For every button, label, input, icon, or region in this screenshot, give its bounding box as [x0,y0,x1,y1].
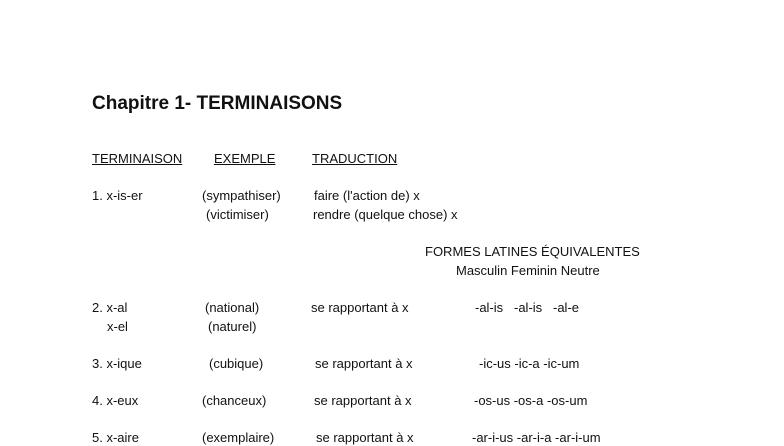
row-2-example: (national) [205,300,260,315]
row-2-translation: se rapportant à x [311,300,409,315]
row-3-latin: -ic-us -ic-a -ic-um [479,356,580,371]
row-1b-translation: rendre (quelque chose) x [313,207,458,222]
row-5-ending: 5. x-aire [92,430,139,445]
row-4-latin: -os-us -os-a -os-um [474,393,588,408]
row-2b-ending: x-el [107,319,128,334]
row-1b-example: (victimiser) [206,207,269,222]
latin-forms-subheading: Masculin Feminin Neutre [456,263,600,278]
row-4-ending: 4. x-eux [92,393,139,408]
header-example: EXEMPLE [214,151,276,166]
latin-forms-heading: FORMES LATINES ÉQUIVALENTES [425,244,640,259]
row-5-latin: -ar-i-us -ar-i-a -ar-i-um [472,430,601,445]
row-5-example: (exemplaire) [202,430,275,445]
row-2-latin: -al-is -al-is -al-e [475,300,580,315]
row-1-translation: faire (l'action de) x [314,188,420,203]
row-3-example: (cubique) [209,356,264,371]
header-ending: TERMINAISON [92,151,183,166]
row-4-example: (chanceux) [202,393,267,408]
row-2-ending: 2. x-al [92,300,128,315]
row-1-example: (sympathiser) [202,188,281,203]
chapter-title: Chapitre 1- TERMINAISONS [92,93,343,114]
row-5-translation: se rapportant à x [316,430,414,445]
row-3-ending: 3. x-ique [92,356,142,371]
header-translation: TRADUCTION [312,151,398,166]
row-2b-example: (naturel) [208,319,257,334]
row-1-ending: 1. x-is-er [92,188,143,203]
row-4-translation: se rapportant à x [314,393,412,408]
row-3-translation: se rapportant à x [315,356,413,371]
